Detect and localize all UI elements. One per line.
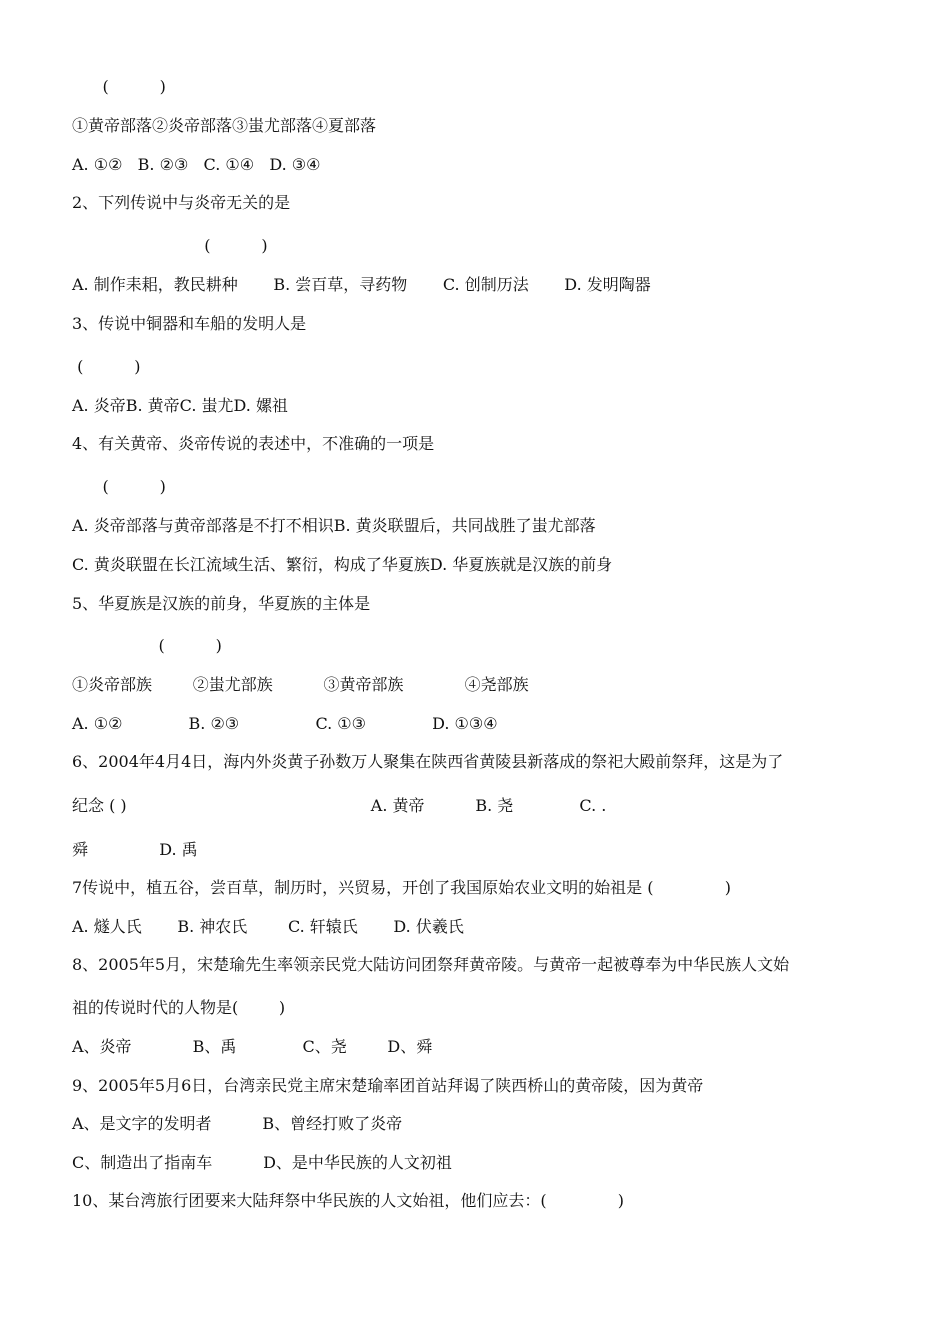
q5-question: 5、华夏族是汉族的前身，华夏族的主体是 xyxy=(72,594,371,613)
q2-choices: A. 制作耒耜，教民耕种 B. 尝百草，寻药物 C. 创制历法 D. 发明陶器 xyxy=(72,275,651,294)
q3-answer-blank: ( ) xyxy=(72,357,141,376)
q3-question: 3、传说中铜器和车船的发明人是 xyxy=(72,314,307,333)
q5-choices: A. ①② B. ②③ C. ①③ D. ①③④ xyxy=(72,714,498,733)
q4-question: 4、有关黄帝、炎帝传说的表述中，不准确的一项是 xyxy=(72,434,435,453)
q4-answer-blank: ( ) xyxy=(72,477,166,496)
q4-choices-cd: C. 黄炎联盟在长江流域生活、繁衍，构成了华夏族D. 华夏族就是汉族的前身 xyxy=(72,555,613,574)
q8-question: 8、2005年5月，宋楚瑜先生率领亲民党大陆访问团祭拜黄帝陵。与黄帝一起被尊奉为中华民族人文始 xyxy=(72,955,790,974)
q1-answer-blank: ( ) xyxy=(72,77,166,96)
q8-question-cont: 祖的传说时代的人物是( ) xyxy=(72,998,286,1017)
q5-options-list: ①炎帝部族 ②蚩尤部族 ③黄帝部族 ④尧部族 xyxy=(72,675,529,694)
q6-question-cont: 纪念 ( ) A. 黄帝 B. 尧 C. . xyxy=(72,796,607,815)
q1-choices: A. ①② B. ②③ C. ①④ D. ③④ xyxy=(72,155,321,174)
q6-question: 6、2004年4月4日，海内外炎黄子孙数万人聚集在陕西省黄陵县新落成的祭祀大殿前祭拜，这是为了 xyxy=(72,752,784,771)
q1-options-list: ①黄帝部落②炎帝部落③蚩尤部落④夏部落 xyxy=(72,116,377,135)
q2-question: 2、下列传说中与炎帝无关的是 xyxy=(72,193,291,212)
q7-question: 7传说中，植五谷，尝百草，制历时，兴贸易，开创了我国原始农业文明的始祖是 ( ) xyxy=(72,878,731,897)
q8-choices: A、炎帝 B、禹 C、尧 D、舜 xyxy=(72,1037,433,1056)
q4-choices-ab: A. 炎帝部落与黄帝部落是不打不相识B. 黄炎联盟后，共同战胜了蚩尤部落 xyxy=(72,516,596,535)
q10-question: 10、某台湾旅行团要来大陆拜祭中华民族的人文始祖，他们应去：( ) xyxy=(72,1191,625,1210)
q3-choices: A. 炎帝B. 黄帝C. 蚩尤D. 嫘祖 xyxy=(72,396,288,415)
q5-answer-blank: ( ) xyxy=(72,636,222,655)
q2-answer-blank: ( ) xyxy=(72,236,268,255)
q7-choices: A. 燧人氏 B. 神农氏 C. 轩辕氏 D. 伏羲氏 xyxy=(72,917,464,936)
q9-choices-ab: A、是文字的发明者 B、曾经打败了炎帝 xyxy=(72,1114,403,1133)
q6-choices-cont: 舜 D. 禹 xyxy=(72,840,198,859)
q9-choices-cd: C、制造出了指南车 D、是中华民族的人文初祖 xyxy=(72,1153,452,1172)
q9-question: 9、2005年5月6日，台湾亲民党主席宋楚瑜率团首站拜谒了陕西桥山的黄帝陵，因为黄帝 xyxy=(72,1076,704,1095)
